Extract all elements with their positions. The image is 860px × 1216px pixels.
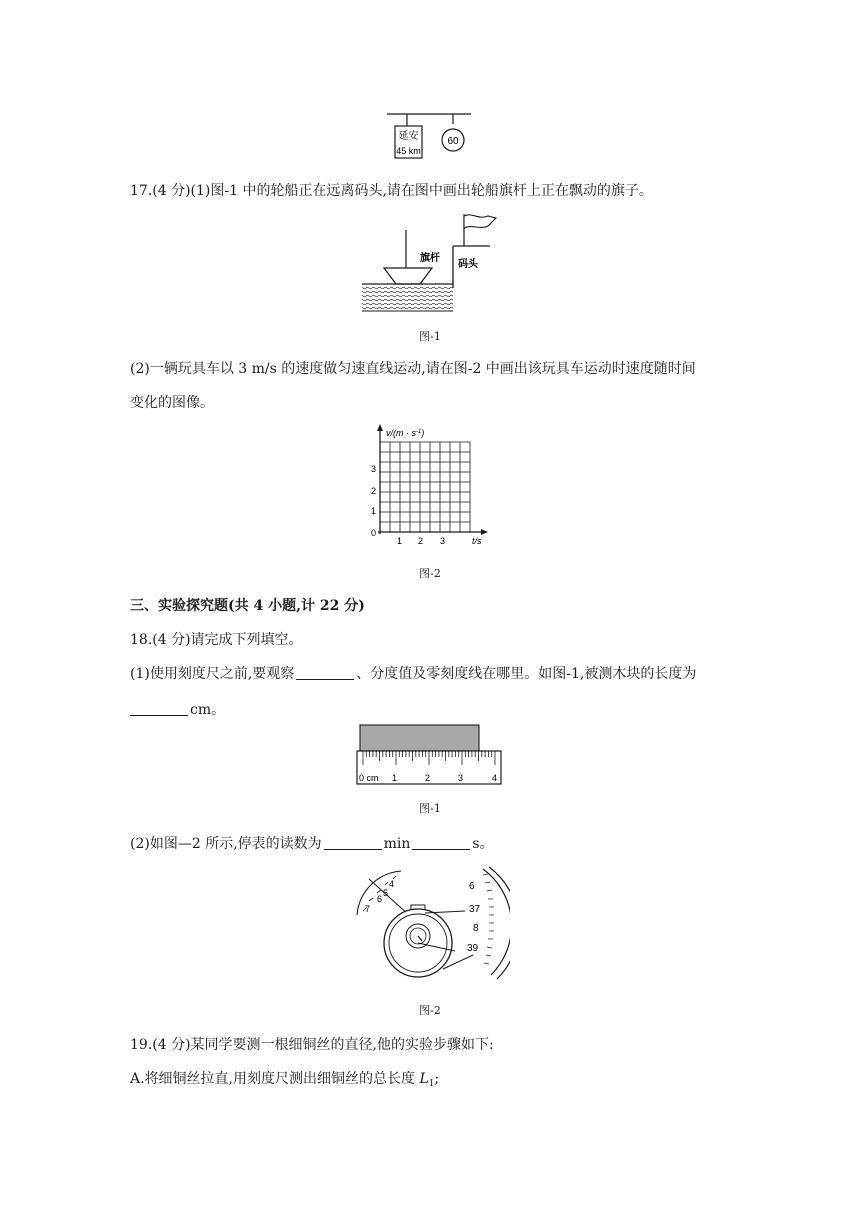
x-axis-label: t/s (472, 536, 482, 546)
q18-part1-line (130, 664, 696, 684)
q18-part1-line2 (130, 700, 225, 720)
sec-label-39: 39 (467, 943, 479, 954)
min-label-7: 7 (365, 904, 371, 914)
road-sign-figure (385, 110, 475, 162)
answer-blank[interactable] (324, 835, 382, 850)
q17-fig1-caption: 图-1 (419, 330, 441, 343)
ruler-label-1: 1 (392, 773, 398, 783)
sign-distance: 45 km (396, 146, 421, 156)
q19-step-a-var: L (419, 1071, 429, 1087)
q19-step-a-sub: 1 (428, 1079, 435, 1089)
y-tick-3: 3 (371, 464, 377, 474)
y-axis-label: $v/(m \cdot s^{-1})$ (386, 428, 425, 438)
q18-part2-a: (2)如图—2 所示,停表的读数为 (130, 836, 322, 852)
dock-label: 码头 (458, 259, 478, 270)
min-label-5: 5 (383, 888, 389, 898)
q18-part1-b: 、分度值及零刻度线在哪里。如图-1,被测木块的长度为 (356, 666, 697, 682)
x-tick-1: 1 (397, 536, 403, 546)
q17-fig2-caption: 图-2 (419, 567, 441, 580)
q17-part2-line1: (2)一辆玩具车以 3 m/s 的速度做匀速直线运动,请在图-2 中画出该玩具车运动时速度随时间 (130, 361, 696, 377)
q18-part1-unit: cm。 (190, 702, 226, 718)
ruler-label-3: 3 (458, 773, 464, 783)
q18-fig1-caption: 图-1 (419, 802, 441, 815)
q19-step-a-end: ; (434, 1071, 440, 1087)
x-tick-3: 3 (440, 536, 446, 546)
ruler-label-0: 0 cm (359, 773, 379, 783)
sec-label-37: 37 (469, 904, 481, 915)
y-tick-2: 2 (371, 486, 377, 496)
ruler-figure (355, 722, 505, 788)
q19-step-a-text: A.将细铜丝拉直,用刻度尺测出细铜丝的总长度 (130, 1071, 420, 1087)
q18-fig2-caption: 图-2 (419, 1004, 441, 1017)
q19-intro: 19.(4 分)某同学要测一根细铜丝的直径,他的实验步骤如下: (130, 1037, 494, 1053)
q18-part2-line (130, 834, 494, 854)
ruler-label-4: 4 (492, 773, 498, 783)
answer-blank[interactable] (412, 835, 470, 850)
section3-heading: 三、实验探究题(共 4 小题,计 22 分) (130, 598, 365, 614)
q18-part1-a: (1)使用刻度尺之前,要观察 (130, 666, 295, 682)
q18-part2-s: s。 (472, 836, 494, 852)
stopwatch-figure (355, 865, 510, 985)
flagpole-label: 旗杆 (420, 253, 440, 264)
sign-place: 延安 (398, 131, 419, 142)
ruler-label-2: 2 (425, 773, 431, 783)
answer-blank[interactable] (130, 701, 188, 716)
q17-part1-text: 17.(4 分)(1)图-1 中的轮船正在远离码头,请在图中画出轮船旗杆上正在飘动的旗子。 (130, 183, 653, 199)
q18-intro: 18.(4 分)请完成下列填空。 (130, 632, 303, 648)
sec-label-6: 6 (469, 881, 475, 892)
velocity-time-grid (360, 422, 500, 552)
min-label-6: 6 (377, 894, 383, 904)
q17-part2-line2: 变化的图像。 (130, 395, 214, 411)
q18-part2-min: min (383, 836, 411, 852)
min-label-4: 4 (389, 879, 395, 889)
sec-label-8: 8 (473, 923, 479, 934)
ship-dock-figure (360, 210, 500, 318)
speed-limit-value: 60 (447, 136, 459, 147)
answer-blank[interactable] (296, 665, 354, 680)
y-tick-1: 1 (371, 506, 377, 516)
x-tick-2: 2 (418, 536, 424, 546)
q19-step-a (130, 1069, 439, 1094)
y-tick-0: 0 (371, 528, 377, 538)
